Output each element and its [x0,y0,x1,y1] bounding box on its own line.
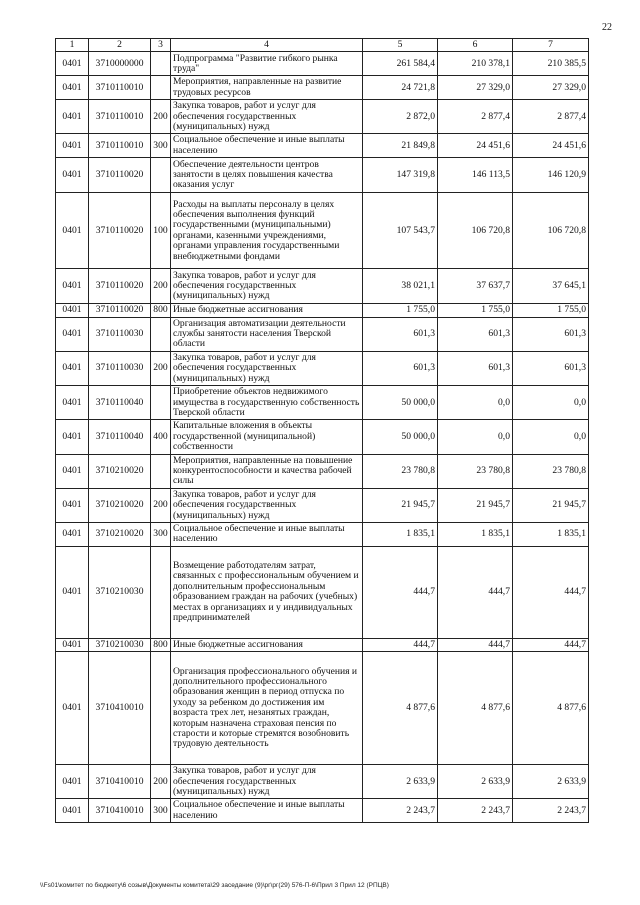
section-cell: 0401 [56,193,89,269]
section-cell: 0401 [56,269,89,304]
amount-col6-cell: 146 113,5 [438,158,513,193]
code-cell: 3710110010 [89,76,151,100]
amount-col7-cell: 21 945,7 [513,488,589,522]
amount-col5-cell: 21 849,8 [363,134,438,158]
amount-col6-cell: 210 378,1 [438,52,513,76]
code-cell: 3710110020 [89,193,151,269]
expense-type-cell [151,317,171,351]
section-cell: 0401 [56,134,89,158]
amount-col7-cell: 2 633,9 [513,765,589,799]
expense-type-cell: 200 [151,488,171,522]
code-cell: 3710110040 [89,420,151,454]
amount-col7-cell: 146 120,9 [513,158,589,193]
table-row [56,799,589,823]
table-row [56,638,589,651]
section-cell: 0401 [56,522,89,546]
item-name-cell: Мероприятия, направленные на повышение конкурентоспособности и качества рабочей силы [171,454,363,488]
table-row [56,317,589,351]
amount-col5-cell: 107 543,7 [363,193,438,269]
table-row [56,522,589,546]
amount-col5-cell: 38 021,1 [363,269,438,304]
table-row [56,158,589,193]
amount-col6-cell: 601,3 [438,351,513,385]
item-name-cell: Расходы на выплаты персоналу в целях обеспечения выполнения функций государственными (муниципальными) органами, казенными учреждениями, органами управления государственными внебюджетными фондами [171,193,363,269]
table-row [56,134,589,158]
expense-type-cell: 200 [151,100,171,134]
section-cell: 0401 [56,799,89,823]
item-name-cell: Закупка товаров, работ и услуг для обеспечения государственных (муниципальных) нужд [171,765,363,799]
code-cell: 3710210030 [89,546,151,638]
item-name-cell: Приобретение объектов недвижимого имущества в государственную собственность Тверской области [171,386,363,420]
expense-type-cell: 300 [151,522,171,546]
expense-type-cell [151,386,171,420]
amount-col5-cell: 50 000,0 [363,420,438,454]
expense-type-cell: 800 [151,638,171,651]
budget-table [55,38,589,823]
section-cell: 0401 [56,317,89,351]
section-cell: 0401 [56,652,89,765]
amount-col7-cell: 2 243,7 [513,799,589,823]
item-name-cell: Иные бюджетные ассигнования [171,638,363,651]
item-name-cell: Капитальные вложения в объекты государственной (муниципальной) собственности [171,420,363,454]
expense-type-cell [151,158,171,193]
amount-col7-cell: 27 329,0 [513,76,589,100]
amount-col7-cell: 106 720,8 [513,193,589,269]
item-name-cell: Закупка товаров, работ и услуг для обеспечения государственных (муниципальных) нужд [171,100,363,134]
table-row [56,76,589,100]
expense-type-cell [151,546,171,638]
amount-col7-cell: 601,3 [513,317,589,351]
code-cell: 3710210020 [89,454,151,488]
item-name-cell: Социальное обеспечение и иные выплаты населению [171,799,363,823]
header-cell: 7 [513,39,589,52]
amount-col5-cell: 21 945,7 [363,488,438,522]
amount-col7-cell: 444,7 [513,546,589,638]
expense-type-cell: 300 [151,134,171,158]
header-cell: 2 [89,39,151,52]
amount-col6-cell: 37 637,7 [438,269,513,304]
amount-col6-cell: 0,0 [438,386,513,420]
header-cell: 3 [151,39,171,52]
header-cell: 1 [56,39,89,52]
amount-col7-cell: 37 645,1 [513,269,589,304]
amount-col5-cell: 4 877,6 [363,652,438,765]
amount-col5-cell: 444,7 [363,638,438,651]
section-cell: 0401 [56,158,89,193]
code-cell: 3710110020 [89,158,151,193]
table-row [56,100,589,134]
table-row [56,269,589,304]
section-cell: 0401 [56,638,89,651]
code-cell: 3710000000 [89,52,151,76]
amount-col6-cell: 23 780,8 [438,454,513,488]
amount-col5-cell: 147 319,8 [363,158,438,193]
footer-file-path: \\Fs01\комитет по бюджету\6 созыв\Документы комитета\29 заседание (9)\рг\рг(29) 576-П-6\Прил 3 Прил 12 (РПЦВ) [40,882,389,889]
section-cell: 0401 [56,76,89,100]
amount-col6-cell: 4 877,6 [438,652,513,765]
header-row [56,39,589,52]
expense-type-cell: 200 [151,765,171,799]
amount-col6-cell: 0,0 [438,420,513,454]
item-name-cell: Социальное обеспечение и иные выплаты населению [171,134,363,158]
expense-type-cell: 400 [151,420,171,454]
section-cell: 0401 [56,420,89,454]
item-name-cell: Возмещение работодателям затрат, связанных с профессиональным обучением и дополнительным профессиональным образованием граждан на рабочих (учебных) местах в организациях и у индивидуальных предпринимателей [171,546,363,638]
page-number: 22 [602,22,612,33]
table-row [56,193,589,269]
amount-col5-cell: 1 755,0 [363,304,438,317]
amount-col5-cell: 2 633,9 [363,765,438,799]
amount-col7-cell: 0,0 [513,420,589,454]
amount-col5-cell: 24 721,8 [363,76,438,100]
expense-type-cell [151,454,171,488]
amount-col5-cell: 23 780,8 [363,454,438,488]
amount-col6-cell: 106 720,8 [438,193,513,269]
amount-col5-cell: 2 243,7 [363,799,438,823]
section-cell: 0401 [56,100,89,134]
amount-col7-cell: 1 755,0 [513,304,589,317]
amount-col6-cell: 444,7 [438,638,513,651]
amount-col6-cell: 601,3 [438,317,513,351]
table-row [56,765,589,799]
code-cell: 3710210020 [89,522,151,546]
item-name-cell: Обеспечение деятельности центров занятости в целях повышения качества оказания услуг [171,158,363,193]
section-cell: 0401 [56,52,89,76]
item-name-cell: Организация профессионального обучения и дополнительного профессионального образования женщин в период отпуска по уходу за ребенком до достижения им возраста трех лет, незанятых граждан, которым назначена страховая пенсия по старости и которые стремятся возобновить трудовую деятельность [171,652,363,765]
expense-type-cell [151,52,171,76]
code-cell: 3710110030 [89,351,151,385]
item-name-cell: Организация автоматизации деятельности службы занятости населения Тверской области [171,317,363,351]
code-cell: 3710410010 [89,765,151,799]
item-name-cell: Подпрограмма "Развитие гибкого рынка труда" [171,52,363,76]
table-row [56,420,589,454]
code-cell: 3710110010 [89,134,151,158]
amount-col7-cell: 24 451,6 [513,134,589,158]
code-cell: 3710110030 [89,317,151,351]
table-row [56,454,589,488]
section-cell: 0401 [56,488,89,522]
amount-col6-cell: 1 835,1 [438,522,513,546]
item-name-cell: Социальное обеспечение и иные выплаты населению [171,522,363,546]
amount-col6-cell: 444,7 [438,546,513,638]
amount-col7-cell: 2 877,4 [513,100,589,134]
amount-col7-cell: 0,0 [513,386,589,420]
code-cell: 3710110040 [89,386,151,420]
amount-col6-cell: 2 633,9 [438,765,513,799]
expense-type-cell [151,652,171,765]
table-body [56,52,589,823]
item-name-cell: Иные бюджетные ассигнования [171,304,363,317]
section-cell: 0401 [56,454,89,488]
amount-col6-cell: 1 755,0 [438,304,513,317]
header-cell: 5 [363,39,438,52]
code-cell: 3710110010 [89,100,151,134]
code-cell: 3710110020 [89,269,151,304]
amount-col7-cell: 601,3 [513,351,589,385]
amount-col6-cell: 2 243,7 [438,799,513,823]
amount-col5-cell: 1 835,1 [363,522,438,546]
section-cell: 0401 [56,351,89,385]
table-row [56,304,589,317]
code-cell: 3710210020 [89,488,151,522]
amount-col7-cell: 23 780,8 [513,454,589,488]
code-cell: 3710210030 [89,638,151,651]
expense-type-cell: 200 [151,269,171,304]
amount-col7-cell: 1 835,1 [513,522,589,546]
item-name-cell: Закупка товаров, работ и услуг для обеспечения государственных (муниципальных) нужд [171,351,363,385]
section-cell: 0401 [56,386,89,420]
code-cell: 3710410010 [89,799,151,823]
table-row [56,351,589,385]
amount-col5-cell: 261 584,4 [363,52,438,76]
section-cell: 0401 [56,546,89,638]
amount-col5-cell: 444,7 [363,546,438,638]
expense-type-cell [151,76,171,100]
amount-col7-cell: 4 877,6 [513,652,589,765]
table-row [56,652,589,765]
amount-col5-cell: 50 000,0 [363,386,438,420]
amount-col6-cell: 21 945,7 [438,488,513,522]
amount-col7-cell: 210 385,5 [513,52,589,76]
amount-col6-cell: 2 877,4 [438,100,513,134]
amount-col6-cell: 27 329,0 [438,76,513,100]
header-cell: 6 [438,39,513,52]
expense-type-cell: 800 [151,304,171,317]
item-name-cell: Мероприятия, направленные на развитие трудовых ресурсов [171,76,363,100]
item-name-cell: Закупка товаров, работ и услуг для обеспечения государственных (муниципальных) нужд [171,269,363,304]
header-cell: 4 [171,39,363,52]
code-cell: 3710110020 [89,304,151,317]
amount-col6-cell: 24 451,6 [438,134,513,158]
table-row [56,386,589,420]
amount-col5-cell: 601,3 [363,317,438,351]
expense-type-cell: 200 [151,351,171,385]
expense-type-cell: 100 [151,193,171,269]
amount-col7-cell: 444,7 [513,638,589,651]
table-row [56,488,589,522]
expense-type-cell: 300 [151,799,171,823]
code-cell: 3710410010 [89,652,151,765]
amount-col5-cell: 601,3 [363,351,438,385]
table-row [56,546,589,638]
amount-col5-cell: 2 872,0 [363,100,438,134]
item-name-cell: Закупка товаров, работ и услуг для обеспечения государственных (муниципальных) нужд [171,488,363,522]
table-row [56,52,589,76]
section-cell: 0401 [56,304,89,317]
section-cell: 0401 [56,765,89,799]
